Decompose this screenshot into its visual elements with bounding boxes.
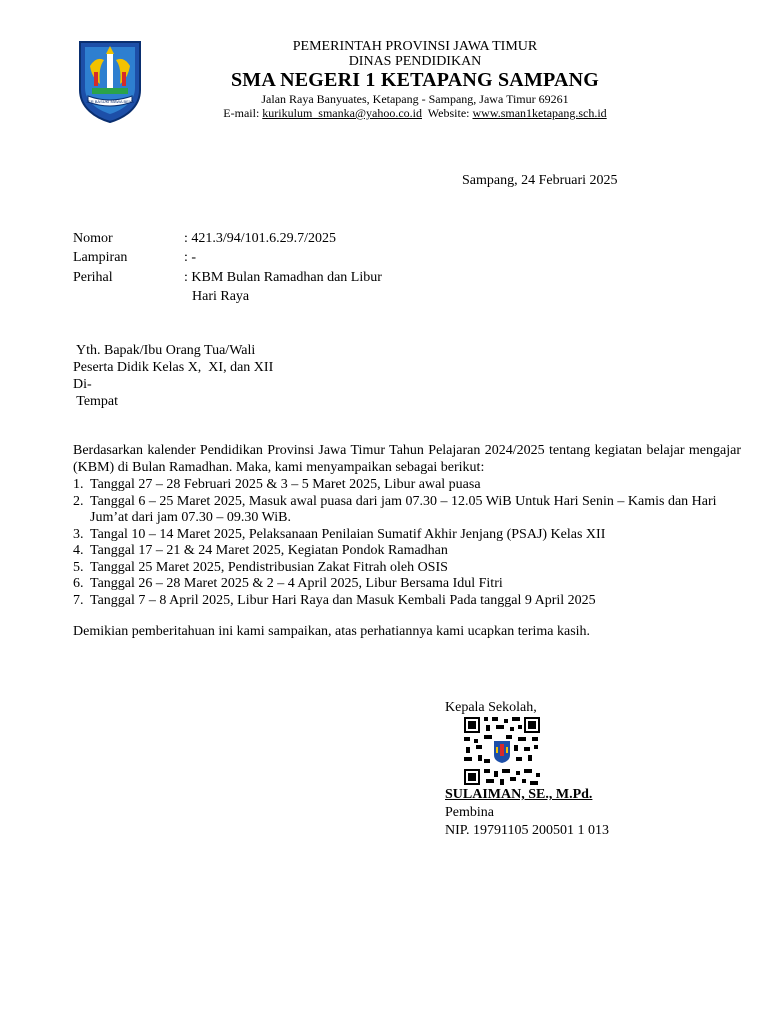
list-item-number: 3. bbox=[73, 526, 84, 542]
list-item-number: 1. bbox=[73, 477, 84, 492]
perihal-value: : KBM Bulan Ramadhan dan Libur bbox=[184, 270, 382, 285]
list-item bbox=[73, 560, 743, 577]
list-item bbox=[73, 543, 743, 560]
perihal-label: Perihal bbox=[73, 270, 113, 285]
list-item bbox=[73, 527, 743, 544]
header-department: DINAS PENDIDIKAN bbox=[348, 54, 482, 69]
lampiran-label: Lampiran bbox=[73, 250, 128, 265]
provincial-logo bbox=[76, 38, 144, 124]
nomor-label: Nomor bbox=[73, 231, 113, 246]
school-name: SMA NEGERI 1 KETAPANG SAMPANG bbox=[230, 69, 600, 91]
email-label: E-mail: bbox=[223, 106, 263, 120]
list-item-text: Tanggal 26 – 28 Maret 2025 & 2 – 4 April 2025, Libur Bersama Idul Fitri bbox=[90, 576, 503, 591]
recipient-line: Yth. Bapak/Ibu Orang Tua/Wali bbox=[73, 343, 256, 358]
list-item-text: Tanggal 25 Maret 2025, Pendistribusian Zakat Fitrah oleh OSIS bbox=[90, 559, 448, 575]
signatory-title: Kepala Sekolah, bbox=[445, 700, 537, 715]
contact-line bbox=[160, 106, 670, 120]
signatory-nip: NIP. 19791105 200501 1 013 bbox=[445, 823, 609, 838]
nomor-value: : 421.3/94/101.6.29.7/2025 bbox=[184, 231, 337, 246]
list-item bbox=[73, 593, 743, 610]
list-item-number: 2. bbox=[73, 493, 84, 509]
qr-code-signature bbox=[462, 715, 542, 787]
closing-paragraph: Demikian pemberitahuan ini kami sampaikan, atas perhatiannya kami ucapkan terima kasih. bbox=[73, 624, 591, 639]
school-address: Jalan Raya Banyuates, Ketapang - Sampang, Jawa Timur 69261 bbox=[261, 92, 569, 106]
lampiran-value: : - bbox=[184, 250, 197, 265]
list-item-number: 6. bbox=[73, 576, 84, 591]
list-item-text: Tanggal 17 – 21 & 24 Maret 2025, Kegiatan Pondok Ramadhan bbox=[90, 543, 448, 558]
signatory-rank: Pembina bbox=[445, 805, 494, 820]
list-item bbox=[73, 494, 743, 527]
schedule-list bbox=[73, 477, 743, 609]
svg-text:JER BASUKI MAWA BEYA: JER BASUKI MAWA BEYA bbox=[86, 99, 134, 104]
intro-paragraph: Berdasarkan kalender Pendidikan Provinsi Jawa Timur Tahun Pelajaran 2024/2025 tentang kegiatan belajar mengajar (KBM) di Bulan Ramadhan. Maka, kami menyampaikan sebagai berikut: bbox=[73, 443, 741, 475]
signatory-name: SULAIMAN, SE., M.Pd. bbox=[445, 787, 593, 802]
list-item bbox=[73, 477, 743, 494]
list-item-number: 4. bbox=[73, 543, 84, 558]
list-item-number: 5. bbox=[73, 559, 84, 575]
recipient-line: Di- bbox=[73, 377, 92, 392]
letter-date: Sampang, 24 Februari 2025 bbox=[462, 173, 618, 188]
recipient-line: Peserta Didik Kelas X, XI, dan XII bbox=[73, 360, 274, 375]
list-item-text: Tanggal 7 – 8 April 2025, Libur Hari Raya dan Masuk Kembali Pada tanggal 9 April 2025 bbox=[90, 592, 596, 608]
recipient-block bbox=[73, 342, 273, 410]
list-item-number: 7. bbox=[73, 592, 84, 608]
email-link[interactable]: kurikulum_smanka@yahoo.co.id bbox=[262, 106, 422, 120]
header-government: PEMERINTAH PROVINSI JAWA TIMUR bbox=[292, 39, 538, 54]
list-item-text: Tanggal 6 – 25 Maret 2025, Masuk awal puasa dari jam 07.30 – 12.05 WiB Untuk Hari Senin – Kamis dan Hari Jum’at dari jam 07.30 – 09.30 WiB. bbox=[90, 493, 717, 525]
recipient-line: Tempat bbox=[73, 394, 119, 409]
website-link[interactable]: www.sman1ketapang.sch.id bbox=[472, 106, 607, 120]
perihal-value-cont: Hari Raya bbox=[192, 289, 250, 304]
list-item-text: Tangal 10 – 14 Maret 2025, Pelaksanaan Penilaian Sumatif Akhir Jenjang (PSAJ) Kelas XII bbox=[90, 526, 606, 542]
website-label: Website: bbox=[422, 106, 473, 120]
list-item bbox=[73, 576, 743, 593]
list-item-text: Tanggal 27 – 28 Februari 2025 & 3 – 5 Maret 2025, Libur awal puasa bbox=[90, 477, 481, 492]
